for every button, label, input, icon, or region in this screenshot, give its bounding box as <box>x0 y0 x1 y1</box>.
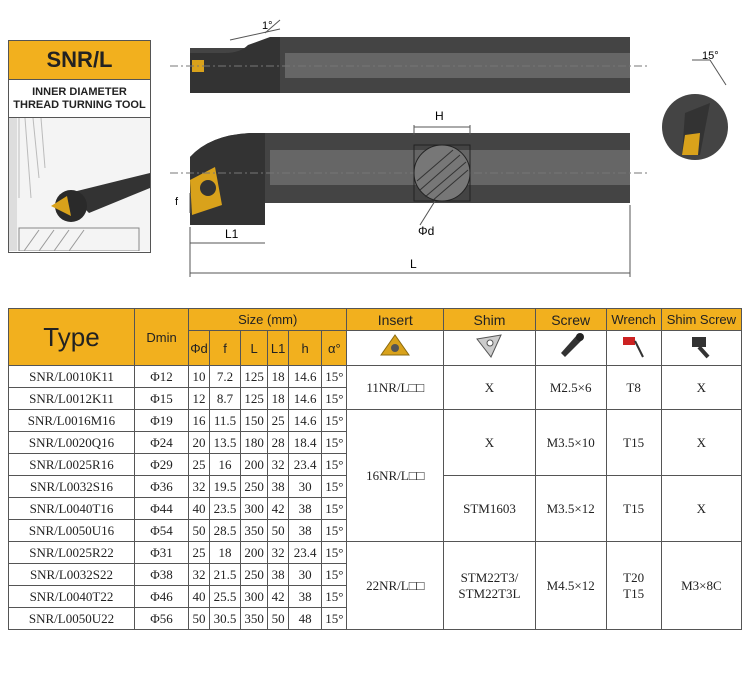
wrench-cell-line: T15 <box>623 585 645 601</box>
value-cell: 23.4 <box>289 542 322 564</box>
insert-cell: 22NR/L□□ <box>347 542 444 630</box>
model-cell: SNR/L0020Q16 <box>9 432 135 454</box>
value-cell: 38 <box>289 520 322 542</box>
label-L: L <box>410 257 417 271</box>
shim-screw-cell: X <box>661 476 741 542</box>
value-cell: 125 <box>241 388 268 410</box>
insert-icon <box>347 331 444 366</box>
value-cell: 14.6 <box>289 410 322 432</box>
value-cell: 32 <box>268 542 289 564</box>
model-cell: SNR/L0040T22 <box>9 586 135 608</box>
wrench-cell: T8 <box>606 366 661 410</box>
value-cell: 11.5 <box>209 410 240 432</box>
header-size: Size (mm) <box>189 309 347 331</box>
value-cell: 25 <box>189 454 210 476</box>
value-cell: 15° <box>322 520 347 542</box>
value-cell: 10 <box>189 366 210 388</box>
value-cell: 18 <box>209 542 240 564</box>
value-cell: 15° <box>322 608 347 630</box>
value-cell: 25 <box>189 542 210 564</box>
value-cell: 30.5 <box>209 608 240 630</box>
model-cell: SNR/L0010K11 <box>9 366 135 388</box>
value-cell: 350 <box>241 608 268 630</box>
value-cell: 18 <box>268 366 289 388</box>
spec-table <box>8 308 742 630</box>
value-cell: 12 <box>189 388 210 410</box>
table-row <box>9 410 742 432</box>
model-cell: SNR/L0040T16 <box>9 498 135 520</box>
value-cell: 32 <box>268 454 289 476</box>
angle-side-label: 15° <box>702 50 719 62</box>
header-wrench: Wrench <box>606 309 661 331</box>
screw-cell: M4.5×12 <box>535 542 606 630</box>
value-cell: 21.5 <box>209 564 240 586</box>
card-title: SNR/L <box>9 41 150 80</box>
header-col-h: h <box>289 331 322 366</box>
spec-rows <box>9 366 742 630</box>
value-cell: 30 <box>289 564 322 586</box>
shim-cell-line: STM22T3/ <box>460 569 519 585</box>
value-cell: 40 <box>189 586 210 608</box>
label-L1: L1 <box>225 227 239 241</box>
header-type: Type <box>9 309 135 366</box>
value-cell: 15° <box>322 366 347 388</box>
value-cell: 16 <box>209 454 240 476</box>
table-row <box>9 366 742 388</box>
value-cell: Φ44 <box>134 498 188 520</box>
value-cell: 25.5 <box>209 586 240 608</box>
value-cell: 38 <box>289 498 322 520</box>
model-cell: SNR/L0025R16 <box>9 454 135 476</box>
value-cell: Φ31 <box>134 542 188 564</box>
header-insert: Insert <box>347 309 444 331</box>
card-subtitle-line1: INNER DIAMETER <box>32 86 127 98</box>
value-cell: 250 <box>241 476 268 498</box>
screw-cell: M3.5×12 <box>535 476 606 542</box>
value-cell: 350 <box>241 520 268 542</box>
model-cell: SNR/L0032S22 <box>9 564 135 586</box>
value-cell: 40 <box>189 498 210 520</box>
value-cell: 42 <box>268 586 289 608</box>
value-cell: 300 <box>241 498 268 520</box>
wrench-cell-line: T20 <box>623 569 645 585</box>
shim-cell: X <box>444 410 536 476</box>
value-cell: 16 <box>189 410 210 432</box>
value-cell: Φ38 <box>134 564 188 586</box>
value-cell: Φ15 <box>134 388 188 410</box>
value-cell: 8.7 <box>209 388 240 410</box>
tool-drawing <box>170 15 750 300</box>
value-cell: 23.4 <box>289 454 322 476</box>
shim-cell: X <box>444 366 536 410</box>
value-cell: 50 <box>189 608 210 630</box>
model-cell: SNR/L0050U16 <box>9 520 135 542</box>
header-col-f: f <box>209 331 240 366</box>
value-cell: 14.6 <box>289 388 322 410</box>
model-cell: SNR/L0016M16 <box>9 410 135 432</box>
shim-cell: STM1603 <box>444 476 536 542</box>
value-cell: Φ12 <box>134 366 188 388</box>
model-cell: SNR/L0025R22 <box>9 542 135 564</box>
value-cell: 13.5 <box>209 432 240 454</box>
value-cell: 15° <box>322 586 347 608</box>
wrench-cell <box>606 542 661 630</box>
label-H: H <box>435 109 444 123</box>
value-cell: 150 <box>241 410 268 432</box>
value-cell: 32 <box>189 476 210 498</box>
value-cell: 180 <box>241 432 268 454</box>
value-cell: 38 <box>268 564 289 586</box>
value-cell: 300 <box>241 586 268 608</box>
shim-icon <box>444 331 536 366</box>
model-cell: SNR/L0050U22 <box>9 608 135 630</box>
header-shim-screw: Shim Screw <box>661 309 741 331</box>
header-shim: Shim <box>444 309 536 331</box>
screw-icon <box>535 331 606 366</box>
value-cell: 20 <box>189 432 210 454</box>
value-cell: 30 <box>289 476 322 498</box>
header-screw: Screw <box>535 309 606 331</box>
value-cell: 28.5 <box>209 520 240 542</box>
wrench-cell: T15 <box>606 476 661 542</box>
wrench-cell: T15 <box>606 410 661 476</box>
card-subtitle-line2: THREAD TURNING TOOL <box>13 99 146 111</box>
label-f: f <box>175 196 179 208</box>
value-cell: 50 <box>268 608 289 630</box>
value-cell: 15° <box>322 454 347 476</box>
value-cell: 50 <box>189 520 210 542</box>
title-card <box>8 40 151 253</box>
value-cell: 15° <box>322 498 347 520</box>
shim-screw-cell: X <box>661 366 741 410</box>
header-col-d: Φd <box>189 331 210 366</box>
value-cell: Φ29 <box>134 454 188 476</box>
value-cell: 50 <box>268 520 289 542</box>
value-cell: 18 <box>268 388 289 410</box>
value-cell: Φ19 <box>134 410 188 432</box>
value-cell: Φ54 <box>134 520 188 542</box>
screw-cell: M2.5×6 <box>535 366 606 410</box>
value-cell: 23.5 <box>209 498 240 520</box>
header-dmin: Dmin <box>134 309 188 366</box>
value-cell: 48 <box>289 608 322 630</box>
value-cell: 18.4 <box>289 432 322 454</box>
value-cell: Φ56 <box>134 608 188 630</box>
value-cell: 14.6 <box>289 366 322 388</box>
value-cell: 25 <box>268 410 289 432</box>
table-row <box>9 542 742 564</box>
value-cell: 15° <box>322 564 347 586</box>
value-cell: 15° <box>322 388 347 410</box>
value-cell: 200 <box>241 542 268 564</box>
value-cell: Φ36 <box>134 476 188 498</box>
wrench-icon <box>606 331 661 366</box>
value-cell: 250 <box>241 564 268 586</box>
shim-screw-cell: M3×8C <box>661 542 741 630</box>
value-cell: 38 <box>289 586 322 608</box>
card-subtitle <box>9 80 150 118</box>
model-cell: SNR/L0012K11 <box>9 388 135 410</box>
value-cell: 15° <box>322 542 347 564</box>
value-cell: 15° <box>322 476 347 498</box>
value-cell: 7.2 <box>209 366 240 388</box>
value-cell: 200 <box>241 454 268 476</box>
value-cell: 15° <box>322 432 347 454</box>
value-cell: 125 <box>241 366 268 388</box>
value-cell: 32 <box>189 564 210 586</box>
header-col-L: L <box>241 331 268 366</box>
header-col-alpha: α° <box>322 331 347 366</box>
screw-cell: M3.5×10 <box>535 410 606 476</box>
angle-top-label: 1° <box>262 20 273 32</box>
insert-cell: 11NR/L□□ <box>347 366 444 410</box>
insert-cell: 16NR/L□□ <box>347 410 444 542</box>
shim-screw-icon <box>661 331 741 366</box>
value-cell: 15° <box>322 410 347 432</box>
tool-photo <box>9 118 150 251</box>
model-cell: SNR/L0032S16 <box>9 476 135 498</box>
value-cell: Φ46 <box>134 586 188 608</box>
header-col-L1: L1 <box>268 331 289 366</box>
shim-cell <box>444 542 536 630</box>
value-cell: 38 <box>268 476 289 498</box>
shim-screw-cell: X <box>661 410 741 476</box>
shim-cell-line: STM22T3L <box>458 585 521 601</box>
value-cell: 42 <box>268 498 289 520</box>
value-cell: Φ24 <box>134 432 188 454</box>
label-d: Φd <box>418 224 435 238</box>
value-cell: 28 <box>268 432 289 454</box>
value-cell: 19.5 <box>209 476 240 498</box>
